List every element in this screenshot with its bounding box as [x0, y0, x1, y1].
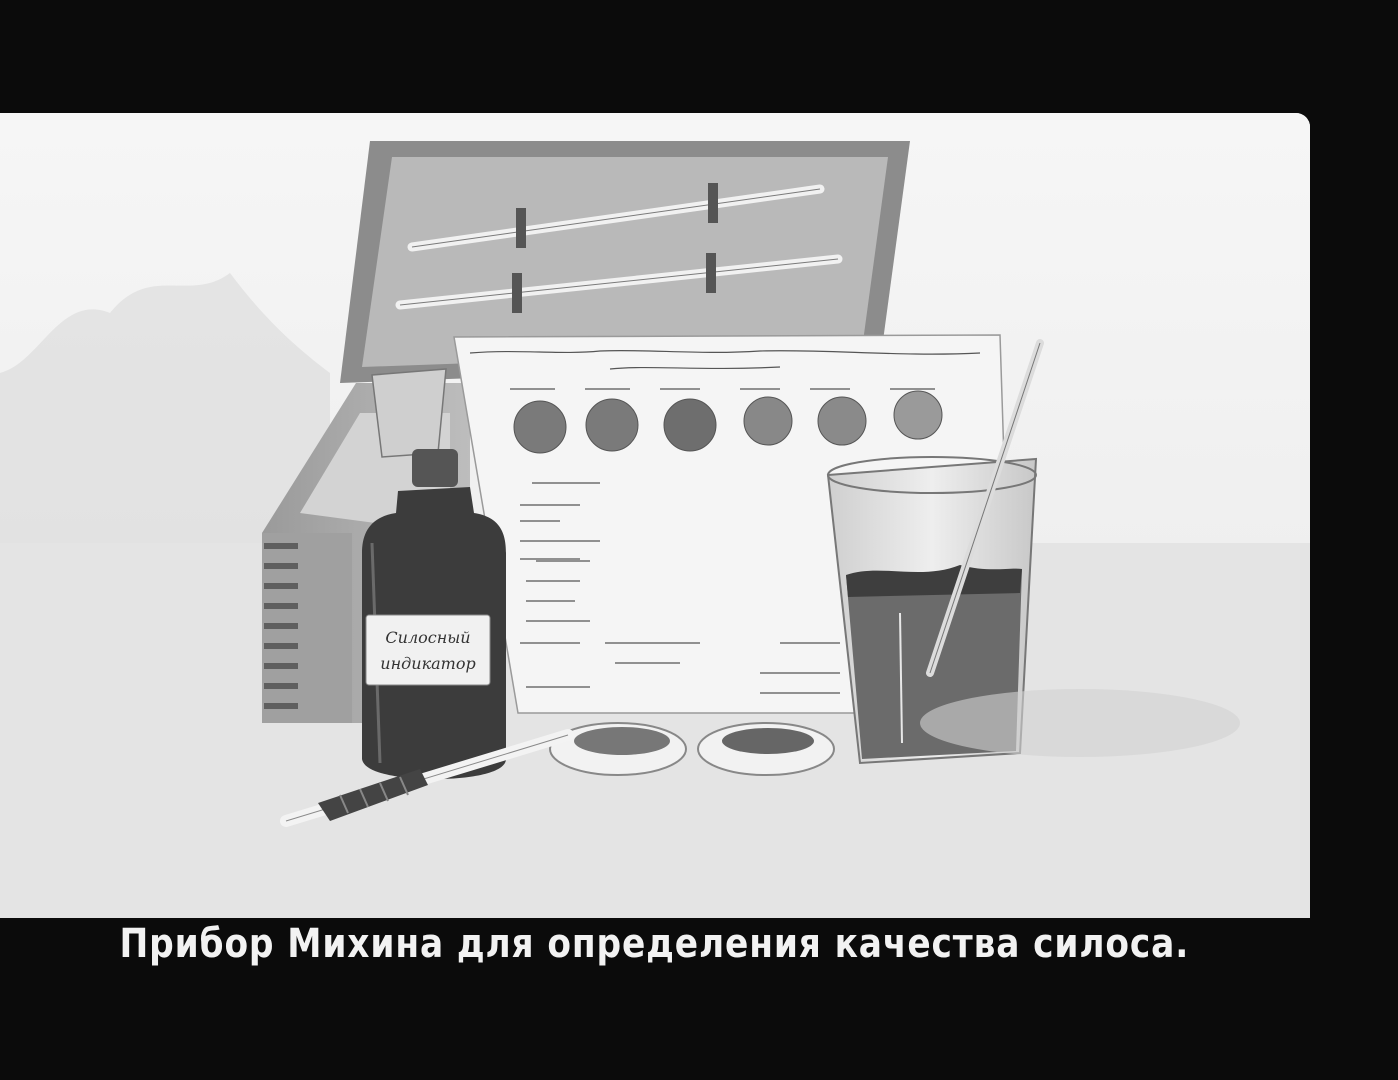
bottle-label-line2: индикатор [380, 654, 476, 673]
bottle-label-line1: Силосный [385, 628, 471, 647]
slide-caption: Прибор Михина для определения качества силоса. [119, 921, 1190, 967]
mikhin-device-illustration [0, 113, 1310, 918]
illustration-panel [0, 113, 1310, 918]
